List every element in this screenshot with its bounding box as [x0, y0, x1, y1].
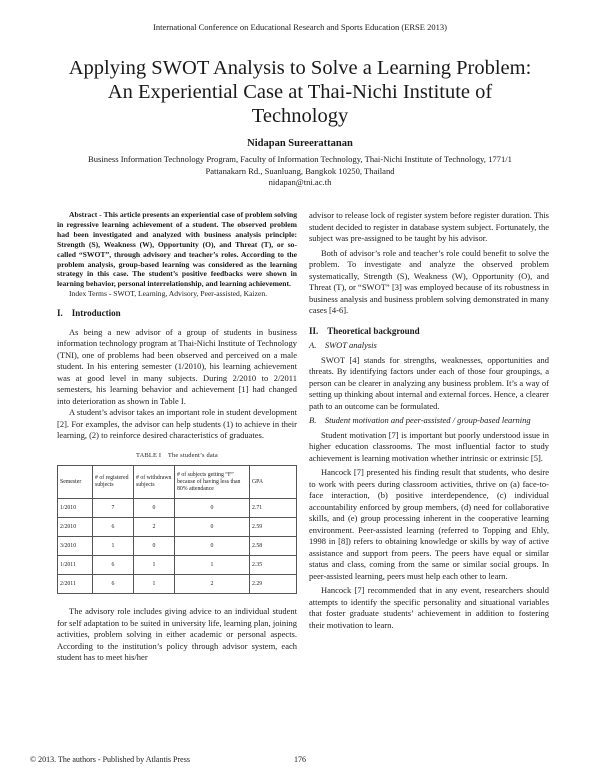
roles-paragraph: Both of advisor’s role and teacher’s role could benefit to solve the problem. To investigate and analyze the observed problem systematically, Strength (S), Weakness (W), Opportunity (O), and Threat (T), or “SWOT” [3] was employed because of its robustness in business analysis and business problem solving demonstrated in many cases [4-6]. [309, 247, 549, 315]
table-cell: 2.58 [250, 537, 297, 556]
advisor-paragraph-continued: advisor to release lock of register system before register duration. This student decided to register in database system subject. Fortunately, the subject was pre-assigned to be taught by his advisor. [309, 210, 549, 243]
table-cell: 2.35 [250, 556, 297, 575]
table-cell: 1/2010 [58, 499, 93, 518]
table-row [58, 556, 297, 575]
table-cell: 1 [134, 556, 175, 575]
title-line: An Experiential Case at Thai-Nichi Institute of [107, 81, 493, 103]
affiliation [40, 154, 560, 189]
index-terms: Index Terms - SWOT, Learning, Advisory, Peer-assisted, Kaizen. [69, 289, 268, 299]
subsection-heading-swot: A. SWOT analysis [309, 340, 377, 350]
table-cell: 2/2010 [58, 518, 93, 537]
table-cell: 0 [175, 537, 250, 556]
affiliation-line: Pattanakarn Rd., Suanluang, Bangkok 10250, Thailand [205, 165, 395, 176]
student-data-table [57, 465, 297, 594]
paper-title [40, 56, 560, 128]
table-cell: 1 [175, 556, 250, 575]
author-name: Nidapan Sureerattanan [247, 138, 353, 149]
section-heading-theoretical-background: II. Theoretical background [309, 325, 420, 336]
abstract-text: This article presents an experiential case of problem solving in regressive learning achievement of a student. The observed problem had been investigated and analyzed with business analysis principle: Strength (S), Weakness (W), Opportunity (O), and Threat (T), or so-called “SWOT”, through advisory and teacher’s roles. According to the problem analysis, group-based learning was considered as the learning strategy in this case. The student’s positive feedbacks were shown in learning behavior, personal interrelationship, and learning achievement. [57, 210, 297, 289]
table-cell: 2/2011 [58, 575, 93, 594]
table-cell: 6 [93, 518, 134, 537]
table-cell: 0 [134, 499, 175, 518]
table-header-cell: GPA [250, 466, 297, 499]
table-cell: 1 [134, 575, 175, 594]
table-row [58, 575, 297, 594]
table-header-cell: # of subjects getting “F” because of having less than 80% attendance [175, 466, 250, 499]
abstract [57, 210, 297, 289]
title-line: Technology [251, 105, 349, 127]
footer-copyright: © 2013. The authors - Published by Atlantis Press [30, 755, 190, 764]
table-cell: 1/2011 [58, 556, 93, 575]
table-caption: TABLE I The student’s data [136, 451, 218, 459]
author-email: nidapan@tni.ac.th [268, 177, 332, 187]
table-cell: 6 [93, 575, 134, 594]
table-cell: 2.29 [250, 575, 297, 594]
motivation-paragraph-3: Hancock [7] recommended that in any event, researchers should attempts to identify the specific personality and situational variables that foster graduate students’ achievement in addition to fostering their motivation to learn. [309, 585, 549, 630]
left-column [57, 210, 297, 664]
table-cell: 0 [175, 518, 250, 537]
page-number: 176 [294, 755, 306, 764]
subsection-heading-motivation: B. Student motivation and peer-assisted / group-based learning [309, 415, 531, 425]
table-header-row [58, 466, 297, 499]
abstract-label: Abstract - [69, 210, 102, 219]
affiliation-line: Business Information Technology Program, Faculty of Information Technology, Thai-Nichi Institute of Technology, 1771/1 [88, 154, 512, 164]
table-header-cell: # of registered subjects [93, 466, 134, 499]
table-cell: 7 [93, 499, 134, 518]
table-row [58, 537, 297, 556]
intro-paragraph-1: As being a new advisor of a group of students in business information technology program at Thai-Nichi Institute of Technology (TNI), one of problems had been observed and perceived on a male student. In his entering semester (1/2010), his learning achievement was at good level in many subjects. During 2/2010 to 2/2011 semesters, his learning behavior and achievement [1] had changed into deterioration as shown in Table I. [57, 326, 297, 406]
section-heading-introduction: I. Introduction [57, 308, 121, 319]
table-cell: 0 [175, 499, 250, 518]
table-cell: 2.59 [250, 518, 297, 537]
table-cell: 3/2010 [58, 537, 93, 556]
motivation-paragraph-1: Student motivation [7] is important but poorly understood issue in higher education classrooms. The most influential factor to study achievement is learning motivation whether intrinsic or extrinsic [5]. [309, 429, 549, 463]
table-cell: 2 [175, 575, 250, 594]
table-header-cell: # of withdrawn subjects [134, 466, 175, 499]
table-cell: 1 [93, 537, 134, 556]
motivation-paragraph-2: Hancock [7] presented his finding result that students, who desire to work with peers during classroom activities, thrive on (a) face-to-face interaction, (b) positive interdependence, (c) individual accountability enforced by group members, (d) need for collaborative skills, and (e) group processing inherent in the cooperative learning environment. Peer-assisted learning (referred to Topping and Ehly, 1998 in [8]) refers to obtaining knowledge or skills by way of active assistance and support from peers. The peers have equal or similar status and class, coming from the same or similar social groups. In peer-assisted learning, peers must help each other to learn. [309, 467, 549, 581]
title-line: Applying SWOT Analysis to Solve a Learning Problem: [68, 57, 532, 79]
intro-paragraph-3: The advisory role includes giving advice to an individual student for self adaptation to be suited in university life, learning plan, joining activities, problem solving in either academic or personal aspects. According to the institution’s policy through advisor system, each student has to meet his/her [57, 606, 297, 663]
swot-paragraph: SWOT [4] stands for strengths, weaknesses, opportunities and threats. By identifying factors under each of those four groupings, a person can be clearer in analyzing any business problem. It’s a way of setting up thinking about internal and external forces. Hence, a clearer path to an outcome can be formulated. [309, 354, 549, 411]
table-cell: 2 [134, 518, 175, 537]
table-row [58, 499, 297, 518]
table-cell: 0 [134, 537, 175, 556]
table-row [58, 518, 297, 537]
table-cell: 2.71 [250, 499, 297, 518]
table-cell: 6 [93, 556, 134, 575]
intro-paragraph-2: A student’s advisor takes an important role in student development [2]. For examples, the advisor can help students (1) to achieve in their learning, (2) to reinforce desired characteristics of graduates. [57, 407, 297, 441]
table-header-cell: Semester [58, 466, 93, 499]
right-column [309, 210, 549, 631]
running-header: International Conference on Educational Research and Sports Education (ERSE 2013) [153, 22, 447, 32]
